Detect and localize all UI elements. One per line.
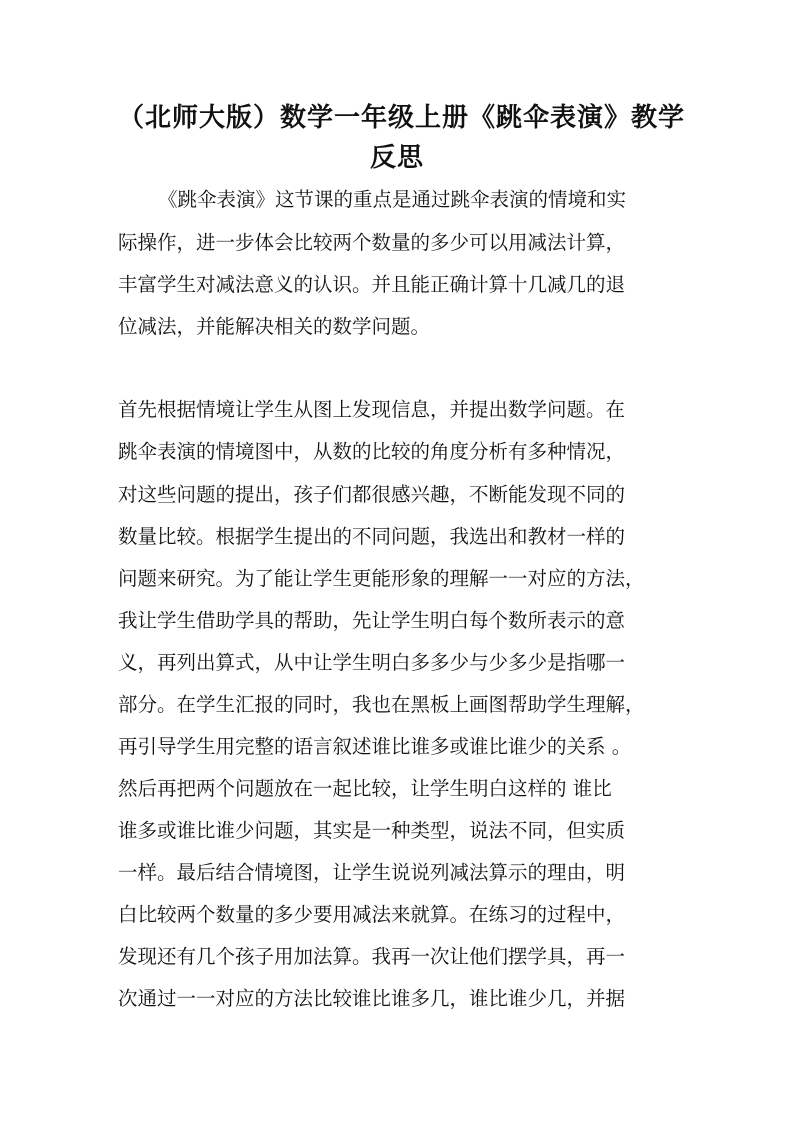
paragraph-1-line-1: 《跳伞表演》这节课的重点是通过跳伞表演的情境和实 (158, 188, 627, 211)
document-title-line-1: （北师大版）数学一年级上册《跳伞表演》教学 (118, 103, 686, 133)
document-title-line-2: 反思 (369, 143, 424, 173)
paragraph-2-line-3: 对这些问题的提出，孩子们都很感兴趣，不断能发现不同的 (118, 483, 626, 506)
paragraph-2-line-8: 部分。在学生汇报的同时，我也在黑板上画图帮助学生理解， (118, 693, 645, 716)
paragraph-2-line-14: 发现还有几个孩子用加法算。我再一次让他们摆学具，再一 (118, 945, 626, 968)
paragraph-2-line-9: 再引导学生用完整的语言叙述谁比谁多或谁比谁少的关系 。 (118, 735, 632, 758)
paragraph-2-line-4: 数量比较。根据学生提出的不同问题，我选出和教材一样的 (118, 525, 626, 548)
paragraph-2-line-2: 跳伞表演的情境图中，从数的比较的角度分析有多种情况， (118, 440, 626, 463)
paragraph-1-line-3: 丰富学生对减法意义的认识。并且能正确计算十几减几的退 (118, 273, 626, 296)
paragraph-2-line-11: 谁多或谁比谁少问题，其实是一种类型，说法不同，但实质 (118, 819, 626, 842)
paragraph-1-line-2: 际操作，进一步体会比较两个数量的多少可以用减法计算， (118, 231, 626, 254)
paragraph-2-line-1: 首先根据情境让学生从图上发现信息，并提出数学问题。在 (118, 398, 626, 421)
paragraph-2-line-13: 白比较两个数量的多少要用减法来就算。在练习的过程中， (118, 903, 626, 926)
paragraph-1-line-4: 位减法，并能解决相关的数学问题。 (118, 315, 431, 338)
paragraph-2-line-7: 义，再列出算式，从中让学生明白多多少与少多少是指哪一 (118, 651, 626, 674)
paragraph-2-line-15: 次通过一一对应的方法比较谁比谁多几，谁比谁少几，并据 (118, 987, 626, 1010)
paragraph-2-line-6: 我让学生借助学具的帮助，先让学生明白每个数所表示的意 (118, 609, 626, 632)
paragraph-2-line-12: 一样。最后结合情境图，让学生说说列减法算示的理由，明 (118, 861, 626, 884)
paragraph-2-line-10: 然后再把两个问题放在一起比较，让学生明白这样的 谁比 (118, 777, 612, 800)
paragraph-2-line-5: 问题来研究。为了能让学生更能形象的理解一一对应的方法， (118, 567, 645, 590)
